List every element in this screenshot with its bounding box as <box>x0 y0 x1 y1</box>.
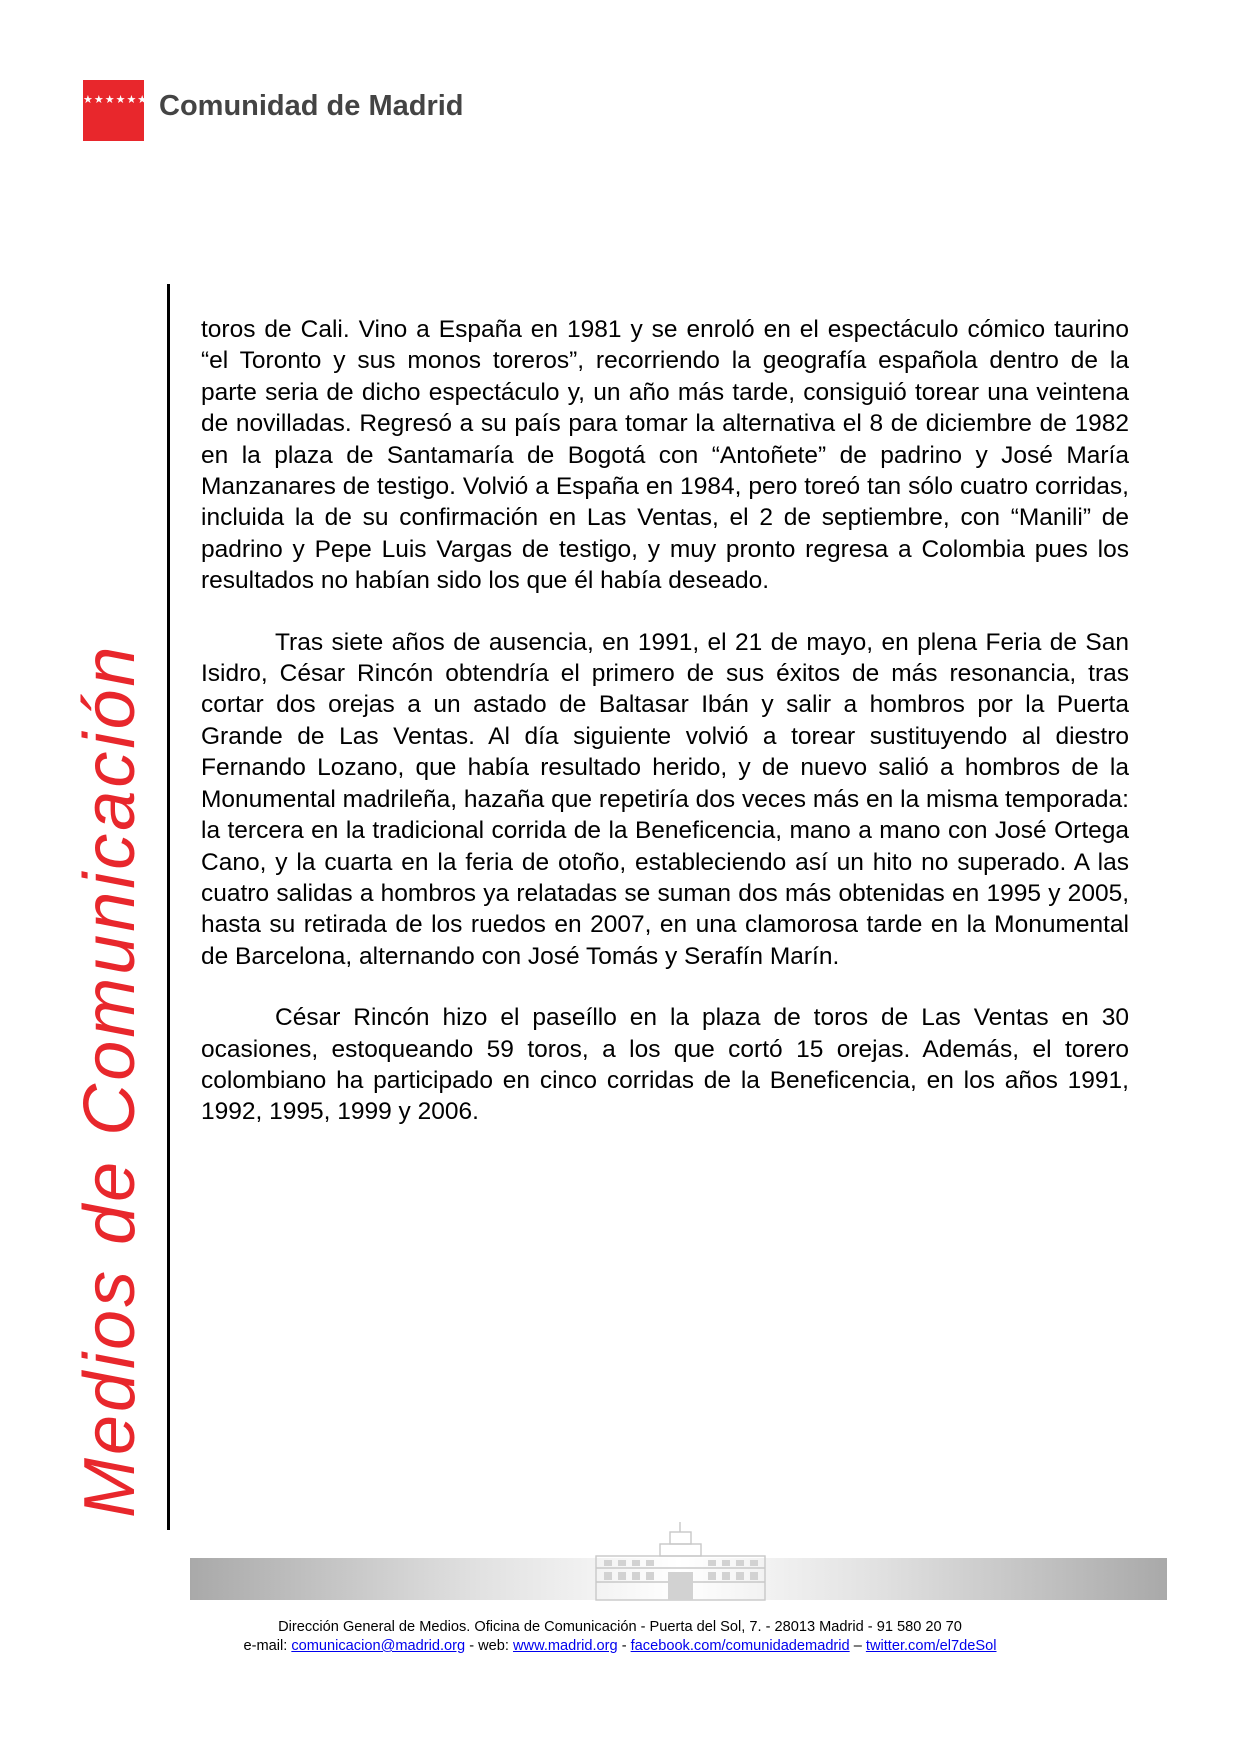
building-icon <box>588 1522 773 1602</box>
web-link[interactable]: www.madrid.org <box>513 1638 618 1654</box>
twitter-link[interactable]: twitter.com/el7deSol <box>865 1638 997 1654</box>
logo-stars-icon: ★★★★★★★ <box>83 94 160 106</box>
email-label: e-mail: <box>243 1638 292 1654</box>
footer-address: Dirección General de Medios. Oficina de Comunicación - Puerta del Sol, 7. - 28013 Madrid - 91 580 20 70 <box>278 1619 962 1635</box>
paragraph: Tras siete años de ausencia, en 1991, el 21 de mayo, en plena Feria de San Isidro, César Rincón obtendría el primero de sus éxitos de más resonancia, tras cortar dos orejas a un astado de Baltasar Ibán y salir a hombros por la Puerta Grande de Las Ventas. Al día siguiente volvió a torear sustituyendo al diestro Fernando Lozano, que había resultado herido, y de nuevo salió a hombros de la Monumental madrileña, hazaña que repetiría dos veces más en la misma temporada: la tercera en la tradicional corrida de la Beneficencia, mano a mano con José Ortega Cano, y la cuarta en la feria de otoño, estableciendo así un hito no superado. A las cuatro salidas a hombros ya relatadas se suman dos más obtenidas en 1995 y 2005, hasta su retirada de los ruedos en 2007, en una clamorosa tarde en la Monumental de Barcelona, alternando con José Tomás y Serafín Marín. <box>201 628 1129 970</box>
separator: - <box>617 1638 631 1654</box>
email-link[interactable]: comunicacion@madrid.org <box>291 1638 466 1654</box>
comunidad-logo <box>83 80 160 141</box>
sidebar-title-wrap <box>70 288 150 1518</box>
web-label: - web: <box>465 1638 514 1654</box>
separator: – <box>849 1638 866 1654</box>
facebook-link[interactable]: facebook.com/comunidademadrid <box>630 1638 850 1654</box>
paragraph: toros de Cali. Vino a España en 1981 y se enroló en el espectáculo cómico taurino “el Toronto y sus monos toreros”, recorriendo la geografía española dentro de la parte seria de dicho espectáculo y, un año más tarde, consiguió torear una veintena de novilladas. Regresó a su país para tomar la alternativa el 8 de diciembre de 1982 en la plaza de Santamaría de Bogotá con “Antoñete” de padrino y José María Manzanares de testigo. Volvió a España en 1984, pero toreó tan sólo cuatro corridas, incluida la de su confirmación en Las Ventas, el 2 de septiembre, con “Manili” de padrino y Pepe Luis Vargas de testigo, y muy pronto regresa a Colombia pues los resultados no habían sido los que él había deseado. <box>201 316 1129 595</box>
body-text <box>201 314 1129 1158</box>
vertical-divider <box>167 284 170 1530</box>
org-name: Comunidad de Madrid <box>159 90 464 122</box>
sidebar-title: Medios de Comunicación <box>70 643 150 1518</box>
footer-links <box>0 1638 1240 1654</box>
paragraph: César Rincón hizo el paseíllo en la plaza de toros de Las Ventas en 30 ocasiones, estoqueando 59 toros, a los que cortó 15 orejas. Además, el torero colombiano ha participado en cinco corridas de la Beneficencia, en los años 1991, 1992, 1995, 1999 y 2006. <box>201 1004 1129 1126</box>
